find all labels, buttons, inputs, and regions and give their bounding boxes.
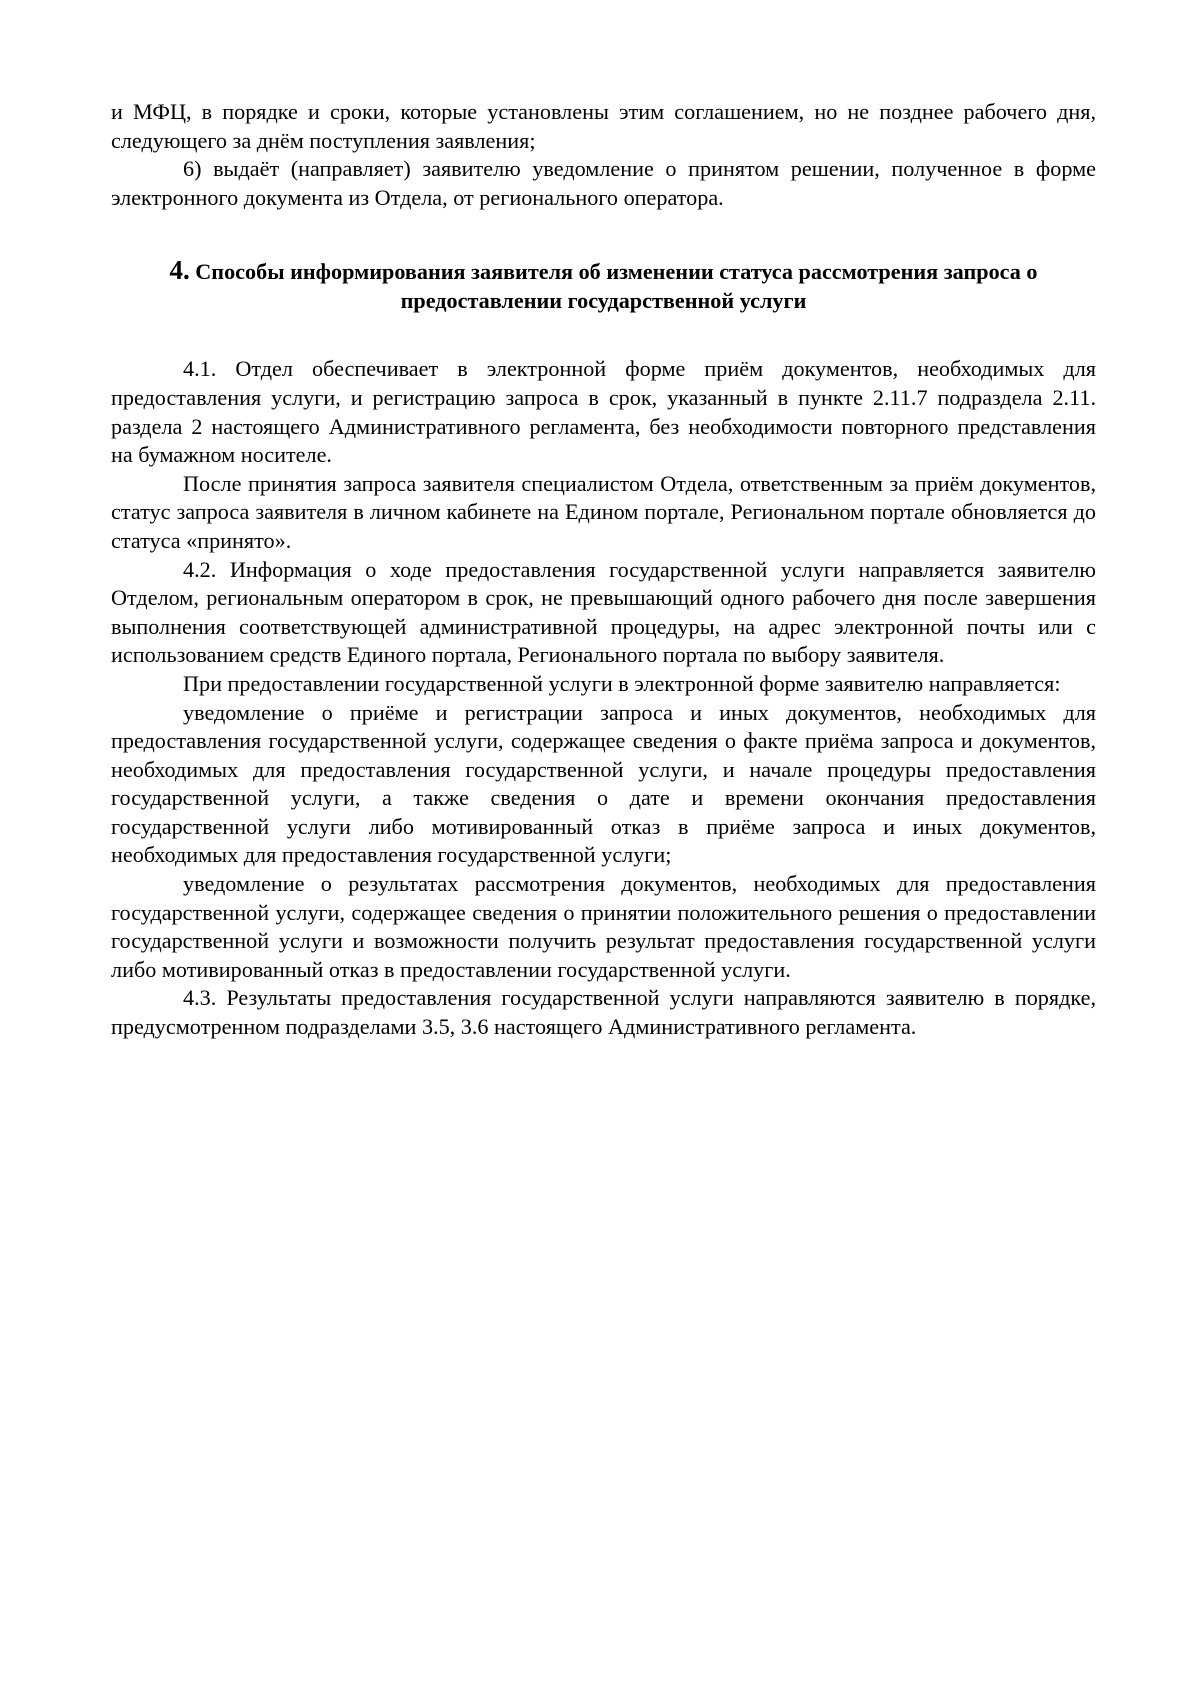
intro-paragraph-1: и МФЦ, в порядке и сроки, которые установлены этим соглашением, но не позднее рабочего дня, следующего за днём поступления заявления; [111, 99, 1096, 153]
paragraph-notification-results: уведомление о результатах рассмотрения документов, необходимых для предоставления государственной услуги, содержащее сведения о принятии положительного решения о предоставлении государственной услуги и возможности получить результат предоставления государственной услуги либо мотивированный отказ в предоставлении государственной услуги. [111, 871, 1096, 982]
document-page [111, 98, 1096, 1042]
paragraph-4-3: 4.3. Результаты предоставления государственной услуги направляются заявителю в порядке, предусмотренном подразделами 3.5, 3.6 настоящего Административного регламента. [111, 985, 1096, 1040]
section-title: Способы информирования заявителя об изменении статуса рассмотрения запроса о предоставлении государственной услуги [195, 259, 1038, 314]
paragraph-4-1: 4.1. Отдел обеспечивает в электронной форме приём документов, необходимых для предоставления услуги, и регистрацию запроса в срок, указанный в пункте 2.11.7 подраздела 2.11. раздела 2 настоящего Административного регламента, без необходимости повторного представления на бумажном носителе. [111, 356, 1096, 468]
section-heading [111, 256, 1096, 315]
paragraph-status-update: После принятия запроса заявителя специалистом Отдела, ответственным за приём документов, статус запроса заявителя в личном кабинете на Едином портале, Региональном портале обновляется до статуса «принято». [111, 470, 1096, 553]
paragraph-notification-receipt: уведомление о приёме и регистрации запроса и иных документов, необходимых для предоставления государственной услуги, содержащее сведения о факте приёма запроса и документов, необходимых для предоставления государственной услуги, и начале процедуры предоставления государственной услуги, а также сведения о дате и времени окончания предоставления государственной услуги либо мотивированный отказ в приёме запроса и иных документов, необходимых для предоставления государственной услуги; [111, 699, 1096, 868]
section-number: 4. [169, 255, 190, 286]
paragraph-notifications-intro: При предоставлении государственной услуги в электронной форме заявителю направляется: [183, 670, 1061, 696]
intro-paragraph-2: 6) выдаёт (направляет) заявителю уведомление о принятом решении, полученное в форме электронного документа из Отдела, от регионального оператора. [111, 156, 1096, 210]
paragraph-4-2: 4.2. Информация о ходе предоставления государственной услуги направляется заявителю Отделом, региональным оператором в срок, не превышающий одного рабочего дня после завершения выполнения соответствующей административной процедуры, на адрес электронной почты или с использованием средств Единого портала, Регионального портала по выбору заявителя. [111, 556, 1096, 668]
